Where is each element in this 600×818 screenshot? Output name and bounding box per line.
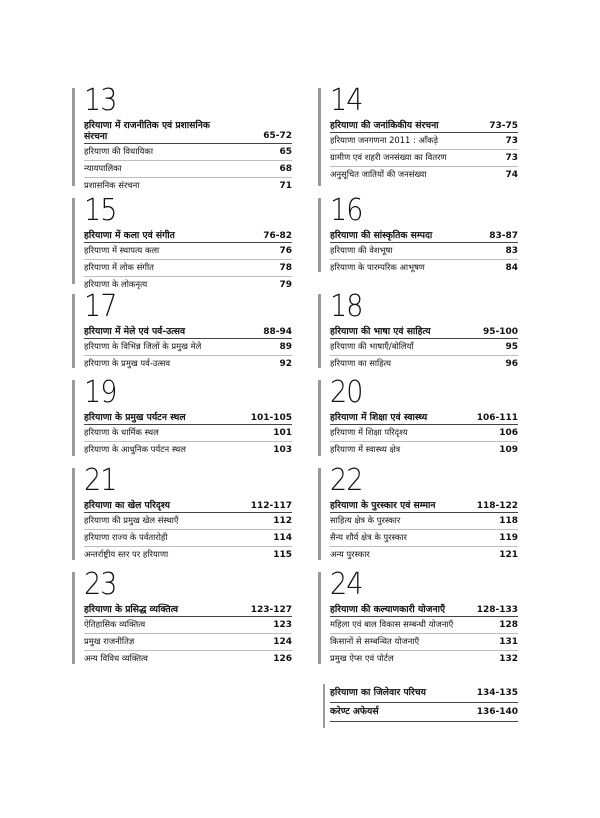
toc-item-label: अन्य विविध व्यक्तित्व [84, 653, 148, 663]
toc-item[interactable] [330, 243, 518, 260]
toc-item-page: 73 [505, 153, 518, 163]
toc-item-label: हरियाणा के पारम्परिक आभूषण [330, 262, 425, 272]
toc-item-label: प्रशासनिक संरचना [84, 180, 140, 190]
toc-item-label: हरियाणा के लोकनृत्य [84, 279, 148, 289]
toc-item[interactable] [84, 442, 292, 458]
extra-sections [330, 684, 518, 722]
toc-item-page: 114 [273, 533, 292, 543]
toc-item-page: 92 [279, 359, 292, 369]
chapter-title: हरियाणा के प्रसिद्ध व्यक्तित्व [84, 604, 179, 615]
toc-item[interactable] [330, 150, 518, 167]
toc-item-page: 83 [505, 246, 518, 256]
chapter-title-row[interactable] [330, 120, 518, 133]
chapter-bar [318, 468, 321, 560]
toc-item-page: 95 [505, 342, 518, 352]
chapter-title: हरियाणा की सांस्कृतिक सम्पदा [330, 230, 433, 241]
toc-item[interactable] [330, 167, 518, 183]
chapter-number: 13 [84, 83, 117, 118]
toc-item-label: अन्य पुरस्कार [330, 549, 370, 559]
toc-item-page: 89 [279, 342, 292, 352]
toc-item[interactable] [330, 634, 518, 651]
toc-item-label: हरियाणा के प्रमुख पर्व-उत्सव [84, 358, 171, 368]
toc-item-label: हरियाणा में स्वास्थ्य क्षेत्र [330, 444, 401, 454]
toc-item-page: 126 [273, 654, 292, 664]
chapter-title-row[interactable] [84, 120, 292, 144]
toc-item-page: 131 [499, 637, 518, 647]
toc-item[interactable] [84, 617, 292, 634]
chapter-number: 14 [330, 83, 363, 118]
chapter-bar [72, 468, 75, 560]
chapter-number: 16 [330, 193, 363, 228]
chapter-bar [318, 572, 321, 664]
toc-item[interactable] [84, 530, 292, 547]
toc-item[interactable] [84, 634, 292, 651]
toc-item[interactable] [330, 530, 518, 547]
toc-item[interactable] [84, 243, 292, 260]
chapter-title-row[interactable] [330, 604, 518, 617]
toc-item[interactable] [330, 547, 518, 563]
chapter-bar [72, 88, 75, 186]
chapter-pages: 88-94 [263, 327, 292, 337]
toc-item-page: 132 [499, 654, 518, 664]
chapter-pages: 112-117 [250, 501, 292, 511]
chapter-bar [318, 294, 321, 368]
chapter-number: 22 [330, 463, 363, 498]
toc-item[interactable] [84, 161, 292, 178]
toc-item-label: प्रमुख राजनीतिज्ञ [84, 636, 135, 646]
toc-item[interactable] [330, 339, 518, 356]
toc-item-label: महिला एवं बाल विकास सम्बन्धी योजनाएँ [330, 619, 454, 629]
toc-item-label: हरियाणा में शिक्षा परिदृश्य [330, 427, 408, 437]
chapter-pages: 106-111 [476, 413, 518, 423]
toc-item-page: 103 [273, 445, 292, 455]
toc-item[interactable] [330, 260, 518, 276]
chapter-pages: 118-122 [476, 501, 518, 511]
toc-item-page: 115 [273, 550, 292, 560]
chapter-title: हरियाणा में मेले एवं पर्व-उत्सव [84, 326, 186, 337]
toc-item-label: हरियाणा जनगणना 2011 : आँकड़े [330, 135, 438, 145]
toc-item[interactable] [330, 442, 518, 458]
chapter-bar [72, 380, 75, 456]
chapter-pages: 76-82 [263, 231, 292, 241]
toc-item-label: सैन्य शौर्य क्षेत्र के पुरस्कार [330, 532, 407, 542]
chapter-title: हरियाणा की कल्याणकारी योजनाएँ [330, 604, 446, 615]
chapter-pages: 128-133 [476, 605, 518, 615]
chapter-number: 15 [84, 193, 117, 228]
toc-item-page: 79 [279, 280, 292, 290]
chapter-number: 23 [84, 567, 117, 602]
chapter-title: हरियाणा में कला एवं संगीत [84, 230, 175, 241]
toc-item-page: 101 [273, 428, 292, 438]
chapter-pages: 101-105 [250, 413, 292, 423]
chapter-number: 24 [330, 567, 363, 602]
chapter-title: हरियाणा की जनांकिकीय संरचना [330, 120, 439, 131]
toc-item[interactable] [330, 425, 518, 442]
toc-item-label: हरियाणा में स्थापत्य कला [84, 245, 160, 255]
extra-item-pages: 134-135 [476, 688, 518, 698]
toc-item-label: हरियाणा के धार्मिक स्थल [84, 427, 159, 437]
chapter-title-row[interactable] [330, 412, 518, 425]
toc-item[interactable] [84, 144, 292, 161]
chapter-title-row[interactable] [84, 500, 292, 513]
chapter-title: हरियाणा में राजनीतिक एवं प्रशासनिक संरचना [84, 120, 210, 142]
toc-item-page: 78 [279, 263, 292, 273]
chapter-pages: 65-72 [263, 131, 292, 141]
toc-item[interactable] [84, 260, 292, 277]
chapter-title-row[interactable] [84, 604, 292, 617]
toc-item-label: किसानों से सम्बन्धित योजनाएँ [330, 636, 420, 646]
toc-item-page: 109 [499, 445, 518, 455]
toc-item-label: हरियाणा का साहित्य [330, 358, 391, 368]
chapter-bar [72, 294, 75, 368]
toc-item-page: 123 [273, 620, 292, 630]
toc-item-page: 74 [505, 170, 518, 180]
chapter-title-row[interactable] [84, 412, 292, 425]
extra-item-current-affairs[interactable] [330, 703, 518, 722]
chapter-title: हरियाणा का खेल परिदृश्य [84, 500, 170, 511]
toc-item-label: हरियाणा की वेशभूषा [330, 245, 393, 255]
toc-item-page: 118 [499, 516, 518, 526]
toc-item[interactable] [84, 651, 292, 667]
toc-item-label: ऐतिहासिक व्यक्तित्व [84, 619, 146, 629]
chapter-title: हरियाणा में शिक्षा एवं स्वास्थ्य [330, 412, 428, 423]
toc-item-label: हरियाणा की विधायिका [84, 146, 153, 156]
chapter-title: हरियाणा की भाषा एवं साहित्य [330, 326, 431, 337]
chapter-pages: 73-75 [489, 121, 518, 131]
chapter-number: 18 [330, 289, 363, 324]
toc-item[interactable] [84, 178, 292, 194]
extra-item-title: करेण्ट अफेयर्स [330, 706, 379, 717]
toc-item-label: अनुसूचित जातियों की जनसंख्या [330, 169, 427, 179]
chapter-bar [72, 198, 75, 284]
chapter-bar [318, 198, 321, 272]
chapter-pages: 95-100 [482, 327, 518, 337]
chapter-bar [72, 572, 75, 664]
chapter-title-row[interactable] [84, 326, 292, 339]
toc-item-label: प्रमुख ऐप्स एवं पोर्टल [330, 653, 394, 663]
toc-item[interactable] [330, 513, 518, 530]
toc-item-page: 76 [279, 246, 292, 256]
toc-item[interactable] [330, 356, 518, 372]
toc-item[interactable] [330, 133, 518, 150]
extra-bar [323, 684, 325, 728]
chapter-number: 19 [84, 375, 117, 410]
toc-item-page: 71 [279, 181, 292, 191]
toc-item-label: ग्रामीण एवं शहरी जनसंख्या का वितरण [330, 152, 447, 162]
toc-item[interactable] [84, 547, 292, 563]
chapter-pages: 83-87 [489, 231, 518, 241]
toc-item-page: 128 [499, 620, 518, 630]
chapter-number: 20 [330, 375, 363, 410]
chapter-title: हरियाणा के प्रमुख पर्यटन स्थल [84, 412, 186, 423]
toc-item-page: 106 [499, 428, 518, 438]
chapter-title-row[interactable] [84, 230, 292, 243]
chapter-bar [318, 380, 321, 456]
chapter-bar [318, 88, 321, 186]
chapter-title-row[interactable] [330, 326, 518, 339]
extra-item-district-intro[interactable] [330, 684, 518, 703]
chapter-number: 17 [84, 289, 117, 324]
extra-item-title: हरियाणा का जिलेवार परिचय [330, 687, 426, 698]
toc-item-label: न्यायपालिका [84, 163, 122, 173]
chapter-title: हरियाणा के पुरस्कार एवं सम्मान [330, 500, 436, 511]
toc-item-page: 73 [505, 136, 518, 146]
toc-item[interactable] [84, 339, 292, 356]
toc-item[interactable] [84, 356, 292, 372]
toc-item-page: 68 [279, 164, 292, 174]
toc-item-label: हरियाणा के आधुनिक पर्यटन स्थल [84, 444, 186, 454]
toc-item[interactable] [84, 425, 292, 442]
chapter-number: 21 [84, 463, 117, 498]
toc-item-page: 121 [499, 550, 518, 560]
toc-item-label: साहित्य क्षेत्र के पुरस्कार [330, 515, 401, 525]
toc-item[interactable] [330, 651, 518, 667]
extra-item-pages: 136-140 [476, 707, 518, 717]
toc-item-page: 96 [505, 359, 518, 369]
chapter-title-row[interactable] [330, 230, 518, 243]
toc-item-label: हरियाणा में लोक संगीत [84, 262, 154, 272]
toc-item-page: 124 [273, 637, 292, 647]
toc-item-label: अन्तर्राष्ट्रीय स्तर पर हरियाणा [84, 549, 169, 559]
toc-item[interactable] [330, 617, 518, 634]
toc-item-label: हरियाणा राज्य के पर्वतारोही [84, 532, 168, 542]
toc-item-label: हरियाणा के विभिन्न जिलों के प्रमुख मेले [84, 341, 202, 351]
toc-item-page: 119 [499, 533, 518, 543]
toc-item-page: 84 [505, 263, 518, 273]
toc-item-page: 65 [279, 147, 292, 157]
toc-item-label: हरियाणा की भाषाएँ/बोलियाँ [330, 341, 414, 351]
chapter-title-row[interactable] [330, 500, 518, 513]
toc-item[interactable] [84, 513, 292, 530]
toc-item-label: हरियाणा की प्रमुख खेल संस्थाएँ [84, 515, 179, 525]
toc-item-page: 112 [273, 516, 292, 526]
chapter-pages: 123-127 [250, 605, 292, 615]
